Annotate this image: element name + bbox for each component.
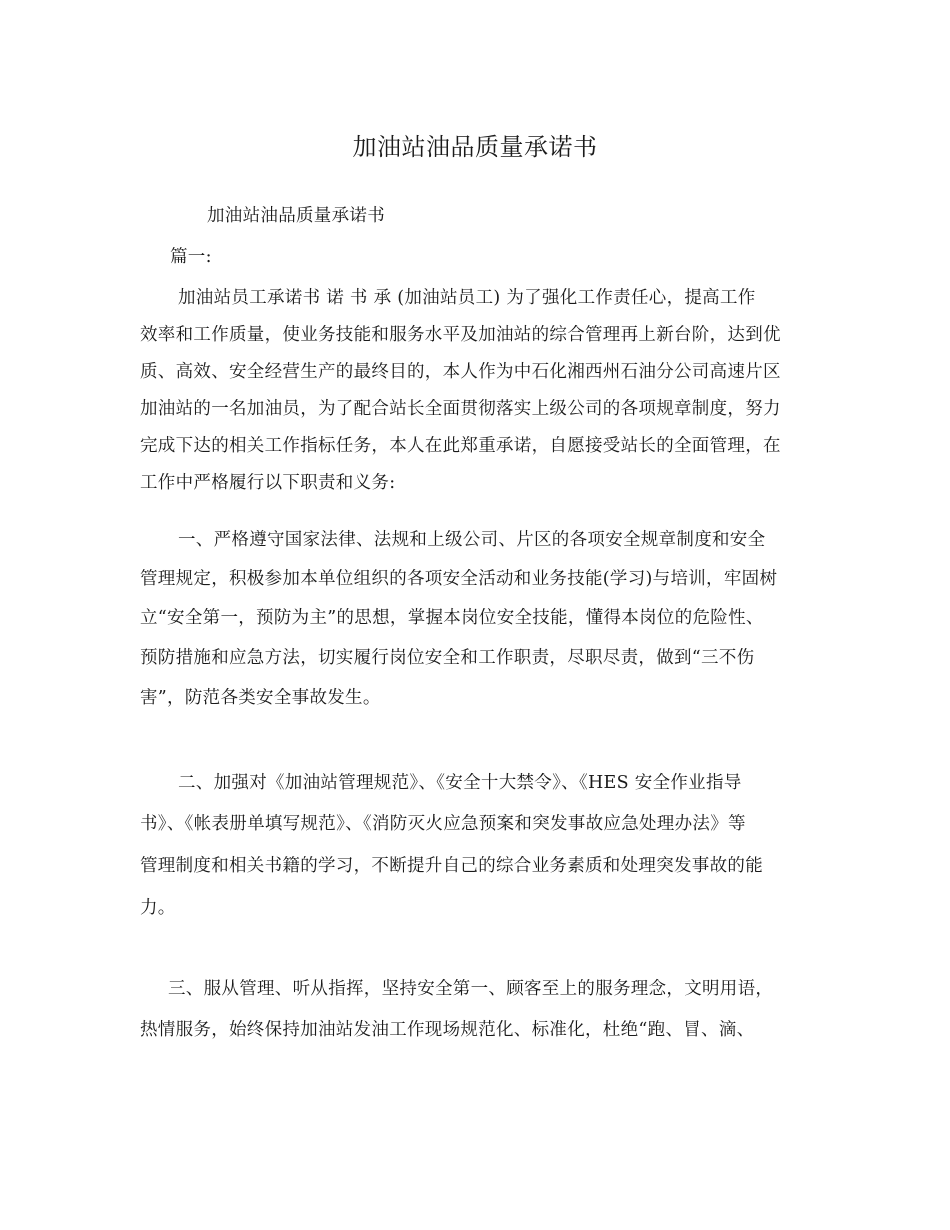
paragraph-line: 加油站的一名加油员，为了配合站长全面贯彻落实上级公司的各项规章制度，努力	[140, 399, 781, 419]
paragraph-line: 预防措施和应急方法，切实履行岗位安全和工作职责，尽职尽责，做到“三不伤	[140, 648, 755, 668]
paragraph-line: 加油站员工承诺书 诺 书 承 (加油站员工) 为了强化工作责任心，提高工作	[178, 288, 756, 308]
paragraph-line: 质、高效、安全经营生产的最终目的，本人作为中石化湘西州石油分公司高速片区	[140, 362, 781, 382]
paragraph-line: 一、严格遵守国家法律、法规和上级公司、片区的各项安全规章制度和安全	[178, 530, 766, 550]
paragraph-line: 二、加强对《加油站管理规范》、《安全十大禁令》、《HES 安全作业指导	[178, 773, 742, 793]
paragraph-line: 力。	[140, 898, 176, 918]
paragraph-line: 工作中严格履行以下职责和义务:	[140, 473, 396, 493]
paragraph-line: 立“安全第一，预防为主”的思想，掌握本岗位安全技能，懂得本岗位的危险性、	[140, 608, 764, 628]
paragraph-line: 管理规定，积极参加本单位组织的各项安全活动和业务技能(学习)与培训，牢固树	[140, 569, 778, 589]
paragraph-line: 害”，防范各类安全事故发生。	[140, 688, 381, 708]
paragraph-line: 三、服从管理、听从指挥，坚持安全第一、顾客至上的服务理念，文明用语，	[168, 979, 774, 999]
document-title: 加油站油品质量承诺书	[352, 133, 598, 161]
paragraph-line: 书》、《帐表册单填写规范》、《消防灭火应急预案和突发事故应急处理办法》等	[140, 814, 746, 834]
paragraph-line: 完成下达的相关工作指标任务，本人在此郑重承诺，自愿接受站长的全面管理，在	[140, 436, 781, 456]
paragraph-line: 效率和工作质量，使业务技能和服务水平及加油站的综合管理再上新台阶，达到优	[140, 325, 781, 345]
paragraph-line: 管理制度和相关书籍的学习，不断提升自己的综合业务素质和处理突发事故的能	[140, 856, 763, 876]
section-label: 篇一:	[170, 247, 212, 267]
document-subtitle: 加油站油品质量承诺书	[207, 206, 385, 226]
paragraph-line: 热情服务，始终保持加油站发油工作现场规范化、标准化，杜绝“跑、冒、滴、	[140, 1020, 755, 1040]
